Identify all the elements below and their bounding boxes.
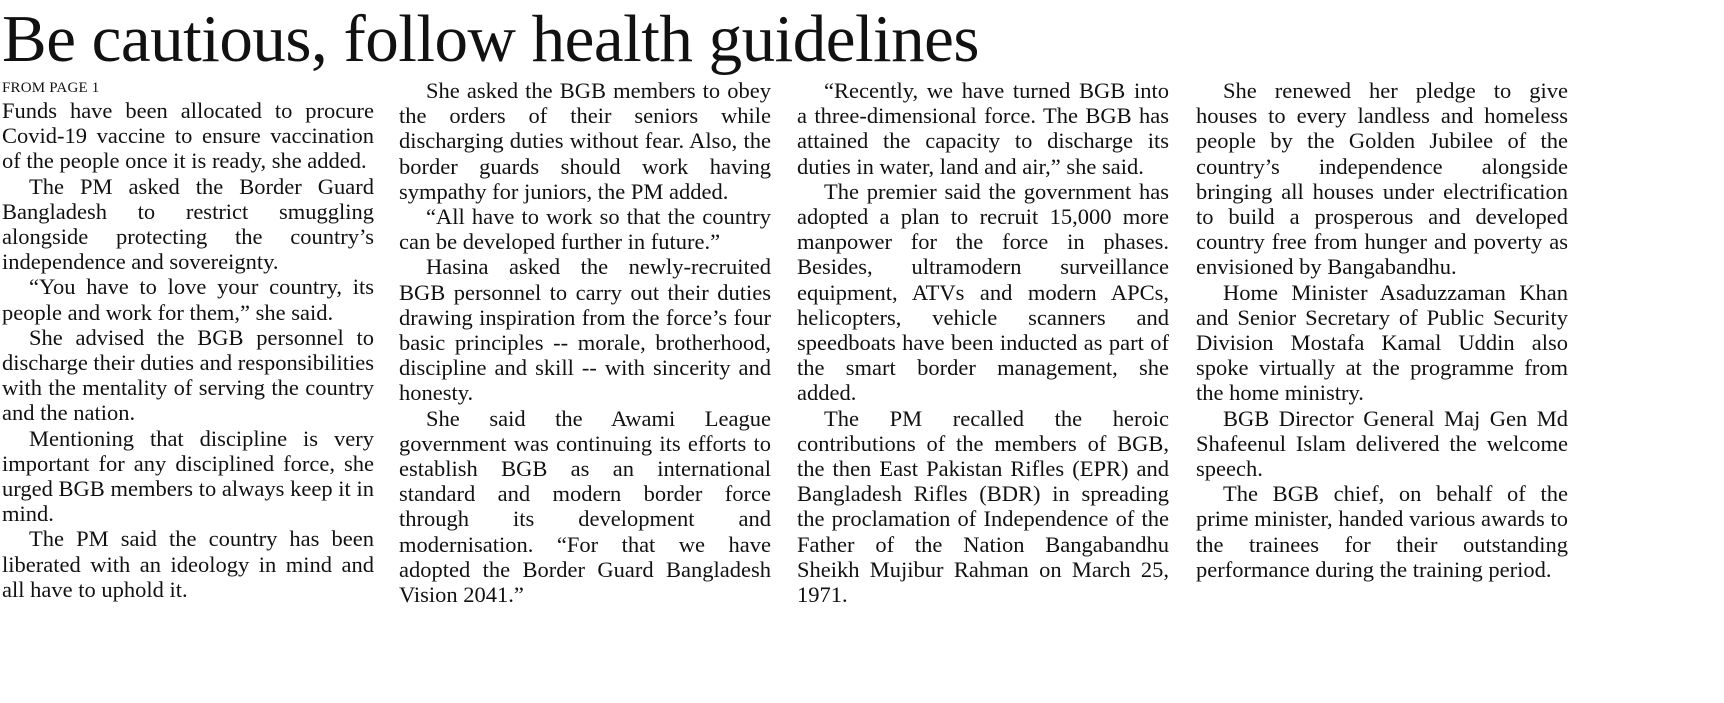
article-column-3 — [797, 78, 1169, 607]
paragraph: The PM asked the Border Guard Bangladesh to restrict smuggling alongside protecting the country’s independence and sovereignty. — [2, 173, 374, 275]
paragraph: She renewed her pledge to give houses to every landless and homeless people by the Golden Jubilee of the country’s independence alongside bringing all houses under electrification to build a prosperous and developed country free from hunger and poverty as envisioned by Bangabandhu. — [1196, 78, 1568, 280]
paragraph: Funds have been allocated to procure Covid-19 vaccine to ensure vaccination of the people once it is ready, she added. — [2, 98, 374, 174]
paragraph: The PM recalled the heroic contributions of the members of BGB, the then East Pakistan Rifles (EPR) and Bangladesh Rifles (BDR) in spreading the proclamation of Independence of the Father of the Nation Bangabandhu Sheikh Mujibur Rahman on March 25, 1971. — [797, 405, 1169, 608]
paragraph: She advised the BGB personnel to discharge their duties and responsibilities with the mentality of serving the country and the nation. — [2, 324, 375, 426]
article-column-2 — [399, 78, 771, 607]
paragraph: “You have to love your country, its people and work for them,” she said. — [2, 274, 374, 325]
paragraph: The BGB chief, on behalf of the prime minister, handed various awards to the trainees for their outstanding performance during the training period. — [1196, 481, 1568, 582]
kicker-from-page: FROM PAGE 1 — [2, 80, 100, 96]
article-column-1 — [2, 78, 374, 602]
paragraph: “Recently, we have turned BGB into a three-dimensional force. The BGB has attained the capacity to discharge its duties in water, land and air,” she said. — [797, 78, 1169, 179]
paragraph: She asked the BGB members to obey the orders of their seniors while discharging duties without fear. Also, the border guards should work having sympathy for juniors, the PM added. — [399, 78, 771, 204]
paragraph: Home Minister Asaduzzaman Khan and Senior Secretary of Public Security Division Mostafa Kamal Uddin also spoke virtually at the programme from the home ministry. — [1196, 279, 1568, 406]
article-column-4 — [1196, 78, 1568, 582]
paragraph: The premier said the government has adopted a plan to recruit 15,000 more manpower for the force in phases. Besides, ultramodern surveillance equipment, ATVs and modern APCs, helicopters, vehicle scanners and speedboats have been inducted as part of the smart border management, she added. — [797, 178, 1169, 406]
paragraph: BGB Director General Maj Gen Md Shafeenul Islam delivered the welcome speech. — [1196, 405, 1568, 482]
paragraph: Hasina asked the newly-recruited BGB personnel to carry out their duties drawing inspiration from the force’s four basic principles -- morale, brotherhood, discipline and skill -- with sincerity and honesty. — [399, 254, 771, 406]
paragraph: “All have to work so that the country can be developed further in future.” — [399, 204, 771, 255]
paragraph: The PM said the country has been liberated with an ideology in mind and all have to uphold it. — [2, 526, 374, 602]
headline: Be cautious, follow health guidelines — [2, 2, 979, 76]
paragraph: She said the Awami League government was continuing its efforts to establish BGB as an international standard and modern border force through its development and modernisation. “For that we have adopted the Border Guard Bangladesh Vision 2041.” — [399, 405, 771, 608]
paragraph: Mentioning that discipline is very important for any disciplined force, she urged BGB members to always keep it in mind. — [2, 425, 374, 527]
